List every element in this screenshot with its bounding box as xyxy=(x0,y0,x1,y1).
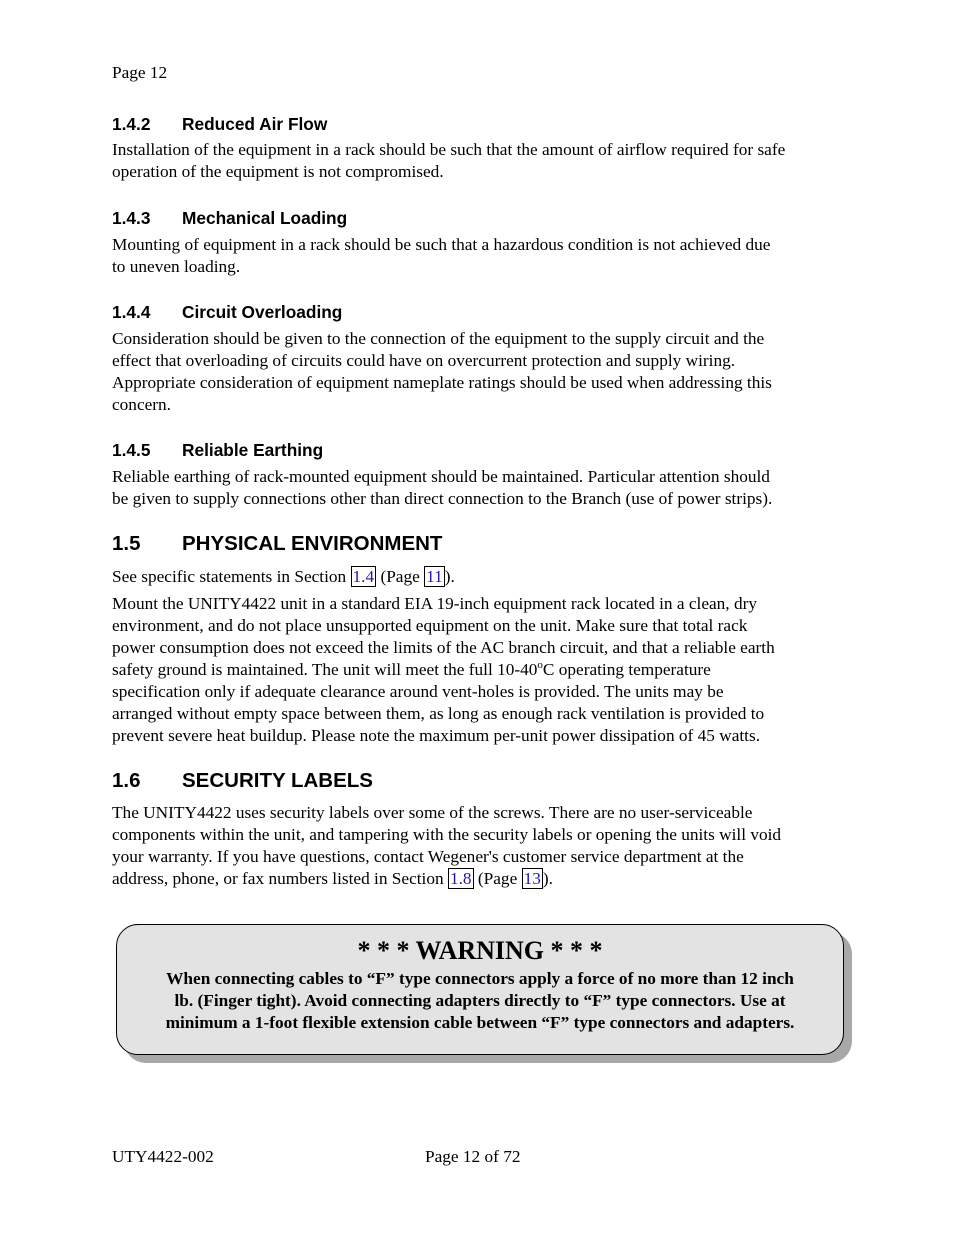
text-line: Consideration should be given to the connection of the equipment to the supply circuit and the xyxy=(112,329,765,348)
text-run: C operating temperature xyxy=(542,660,711,679)
heading-security-labels xyxy=(112,769,373,793)
text-line xyxy=(112,868,852,890)
text-run: See specific statements in Section xyxy=(112,567,351,586)
text-line: Mounting of equipment in a rack should be such that a hazardous condition is not achieved due xyxy=(112,235,771,254)
section-title: SECURITY LABELS xyxy=(182,769,373,792)
warning-text xyxy=(135,968,825,1034)
text-run: (Page xyxy=(473,869,522,888)
heading-mechanical-loading xyxy=(112,208,347,228)
heading-reliable-earthing xyxy=(112,440,323,460)
section-number: 1.4.3 xyxy=(112,208,151,228)
text-line: be given to supply connections other than direct connection to the Branch (use of power strips). xyxy=(112,489,773,508)
section-number: 1.6 xyxy=(112,769,141,792)
paragraph-reduced-air-flow xyxy=(112,139,852,183)
text-line: specification only if adequate clearance around vent-holes is provided. The units may be xyxy=(112,682,724,701)
text-line: power consumption does not exceed the limits of the AC branch circuit, and that a reliable earth xyxy=(112,638,775,657)
heading-circuit-overloading xyxy=(112,302,342,322)
section-number: 1.5 xyxy=(112,532,141,555)
text-line: Installation of the equipment in a rack should be such that the amount of airflow required for safe xyxy=(112,140,786,159)
text-line: environment, and do not place unsupported equipment on the unit. Make sure that total rack xyxy=(112,616,748,635)
section-number: 1.4.4 xyxy=(112,302,151,322)
page-link[interactable]: 11 xyxy=(426,567,443,586)
paragraph-mechanical-loading xyxy=(112,234,852,278)
text-line: prevent severe heat buildup. Please note the maximum per-unit power dissipation of 45 watts. xyxy=(112,726,761,745)
paragraph-circuit-overloading xyxy=(112,328,852,416)
section-number: 1.4.2 xyxy=(112,114,151,134)
text-line: When connecting cables to “F” type connectors apply a force of no more than 12 inch xyxy=(166,969,794,988)
heading-physical-environment xyxy=(112,532,442,556)
text-line: operation of the equipment is not compromised. xyxy=(112,162,444,181)
text-line: to uneven loading. xyxy=(112,257,241,276)
paragraph-physical-environment xyxy=(112,593,852,747)
section-title: PHYSICAL ENVIRONMENT xyxy=(182,532,443,555)
paragraph-reliable-earthing xyxy=(112,466,852,510)
degree-superscript: o xyxy=(537,659,543,672)
warning-title: * * * WARNING * * * xyxy=(357,936,603,965)
footer-page-number: Page 12 of 72 xyxy=(425,1147,521,1166)
text-run: address, phone, or fax numbers listed in Section xyxy=(112,869,448,888)
text-line: arranged without empty space between them, as long as enough rack ventilation is provided to xyxy=(112,704,765,723)
section-reference-line xyxy=(112,566,852,588)
section-link[interactable]: 1.8 xyxy=(449,869,472,888)
section-title: Circuit Overloading xyxy=(182,302,343,322)
text-line xyxy=(112,659,852,681)
section-title: Reliable Earthing xyxy=(182,440,324,460)
text-run: safety ground is maintained. The unit will meet the full 10-40 xyxy=(112,660,538,679)
text-line: effect that overloading of circuits could have on overcurrent protection and supply wiring. xyxy=(112,351,736,370)
section-link[interactable]: 1.4 xyxy=(352,567,375,586)
warning-box xyxy=(116,924,844,1055)
text-line: lb. (Finger tight). Avoid connecting adapters directly to “F” type connectors. Use at xyxy=(174,991,786,1010)
text-line: The UNITY4422 uses security labels over some of the screws. There are no user-serviceable xyxy=(112,803,753,822)
page-header: Page 12 xyxy=(112,63,168,82)
text-line: your warranty. If you have questions, contact Wegener's customer service department at the xyxy=(112,847,744,866)
text-run: ). xyxy=(542,869,553,888)
text-line: Reliable earthing of rack-mounted equipment should be maintained. Particular attention should xyxy=(112,467,770,486)
text-line: Appropriate consideration of equipment nameplate ratings should be used when addressing this xyxy=(112,373,772,392)
text-line: Mount the UNITY4422 unit in a standard EIA 19-inch equipment rack located in a clean, dry xyxy=(112,594,757,613)
section-number: 1.4.5 xyxy=(112,440,151,460)
paragraph-security-labels xyxy=(112,802,852,890)
page-link[interactable]: 13 xyxy=(523,869,541,888)
text-run: ). xyxy=(444,567,455,586)
footer-doc-id: UTY4422-002 xyxy=(112,1147,214,1166)
section-title: Reduced Air Flow xyxy=(182,114,328,134)
text-run: (Page xyxy=(376,567,425,586)
text-line: concern. xyxy=(112,395,172,414)
section-title: Mechanical Loading xyxy=(182,208,348,228)
text-line: components within the unit, and tampering with the security labels or opening the units will void xyxy=(112,825,782,844)
text-line: minimum a 1-foot flexible extension cable between “F” type connectors and adapters. xyxy=(165,1013,795,1032)
heading-reduced-air-flow xyxy=(112,114,327,134)
